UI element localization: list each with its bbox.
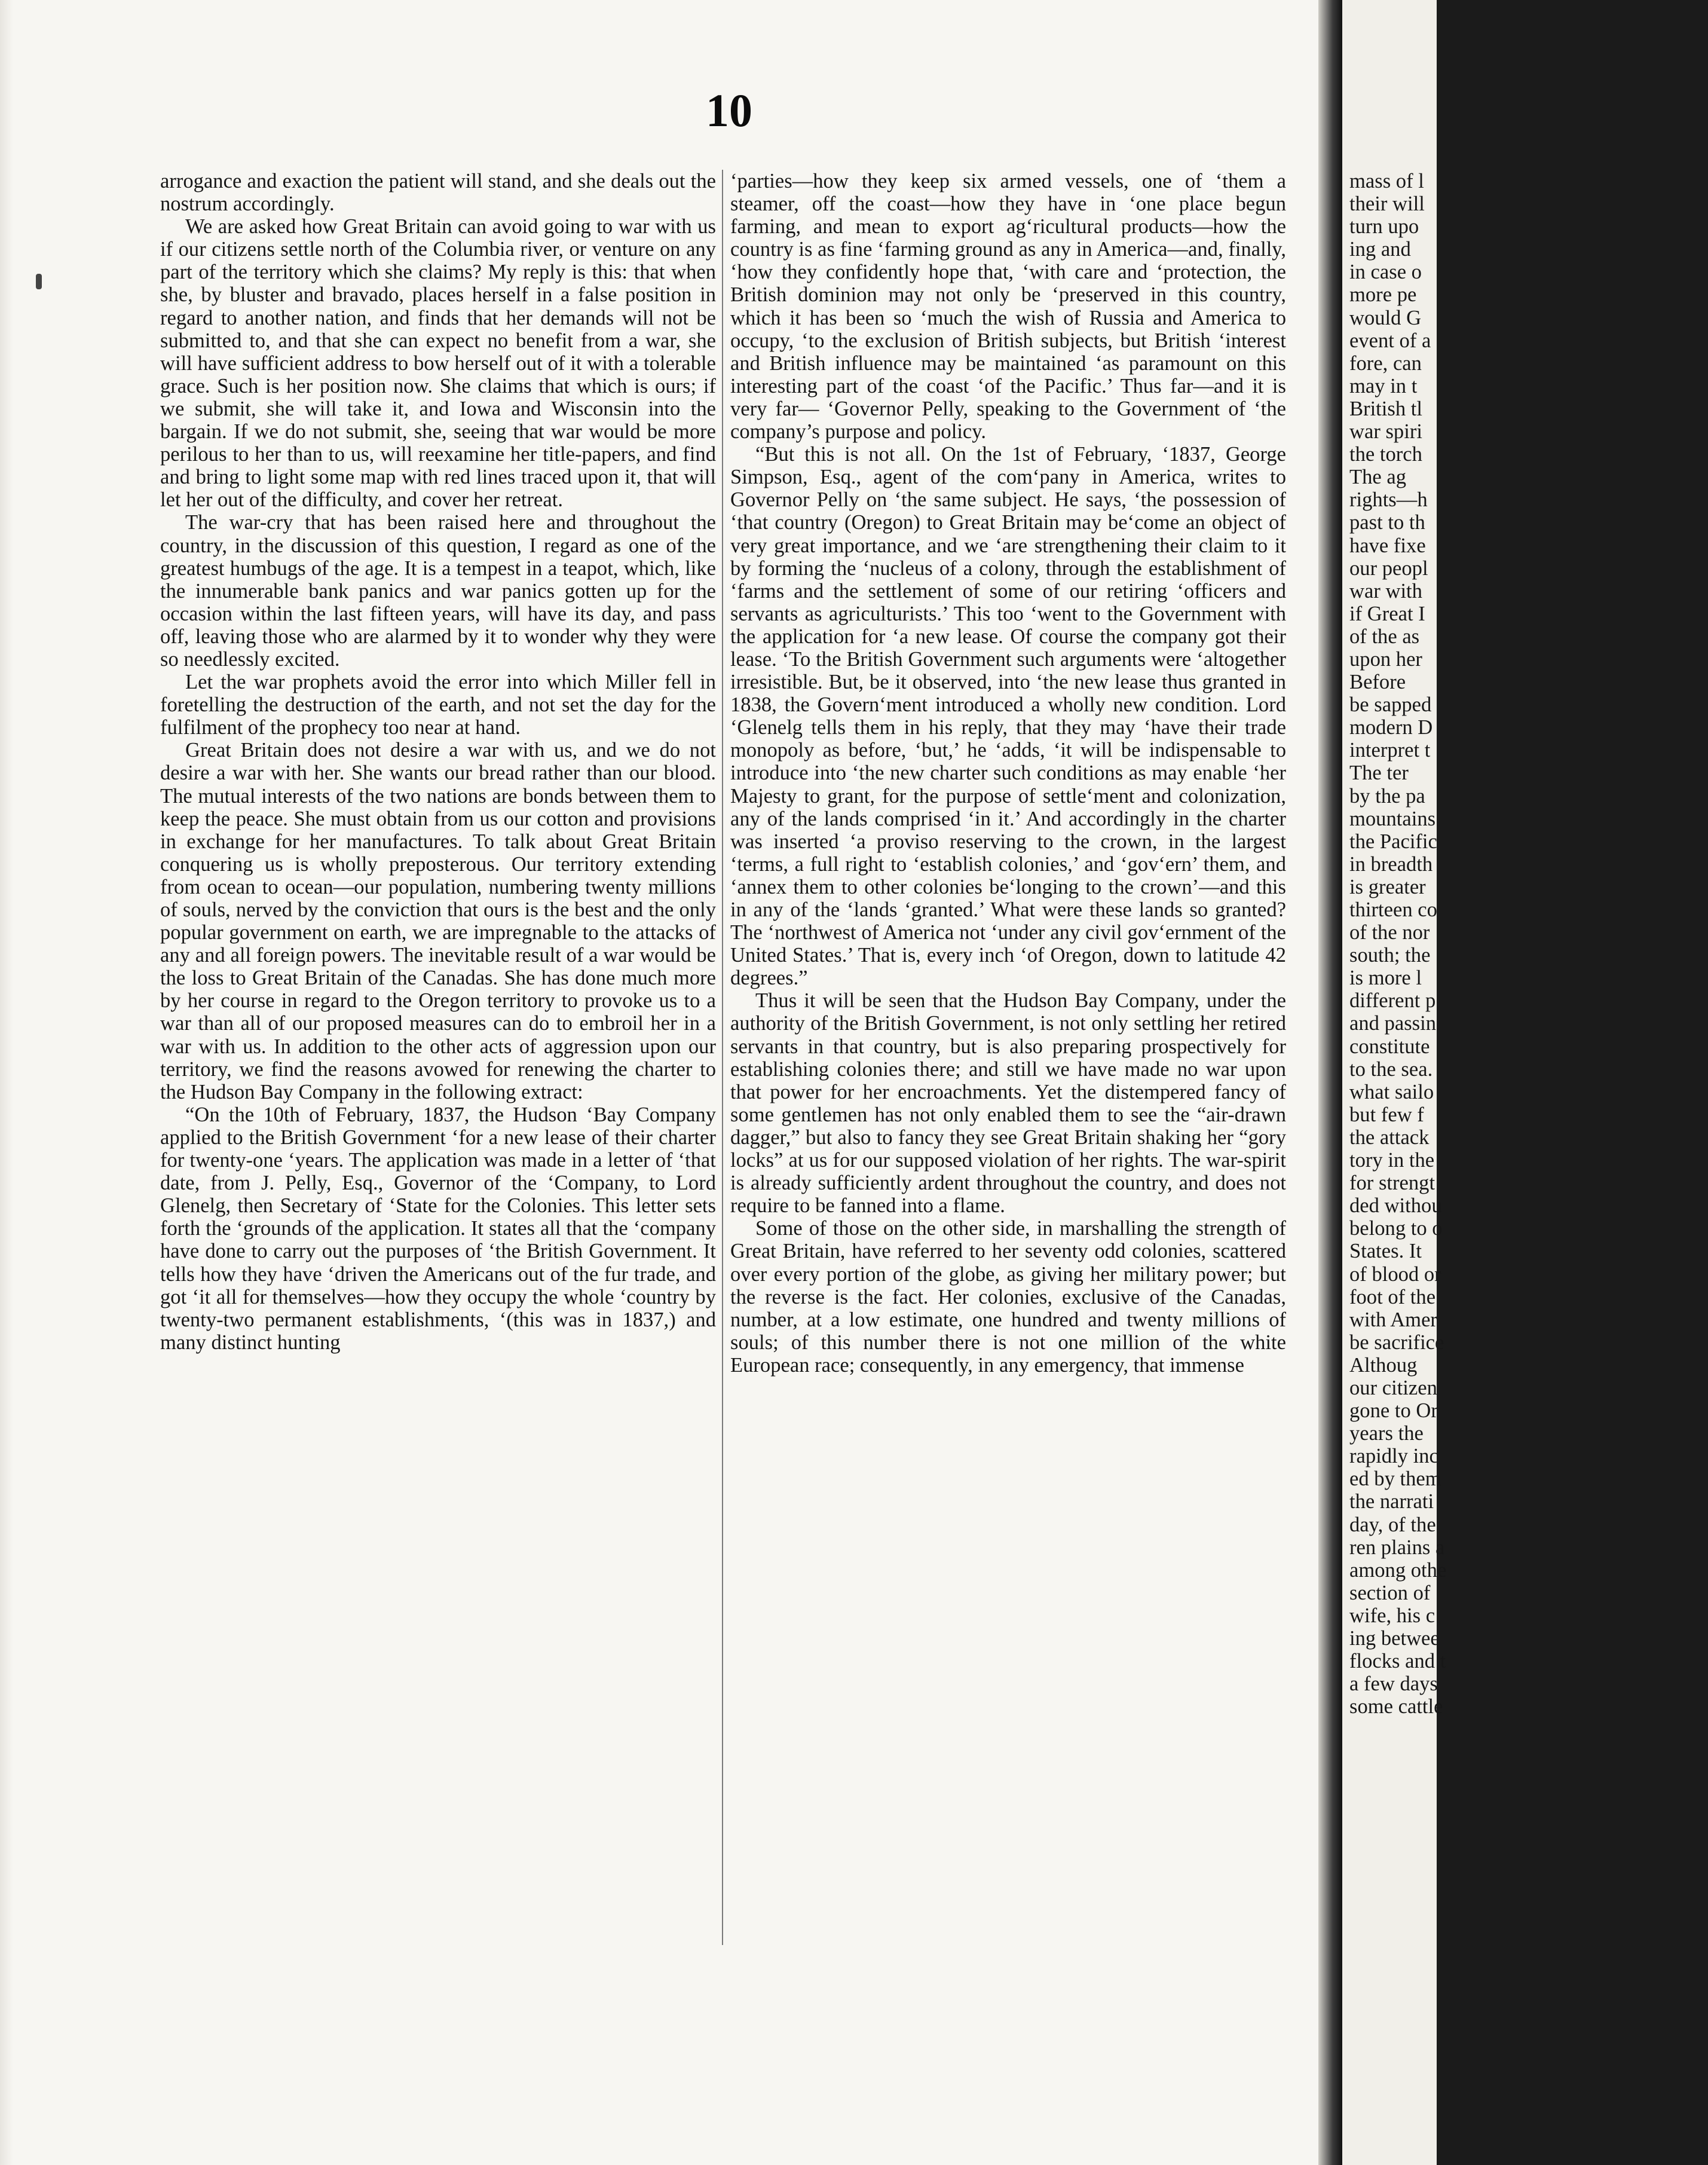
adjacent-page-line: our peopl [1349, 556, 1428, 580]
adjacent-page-line: thirteen co [1349, 898, 1437, 921]
adjacent-page-line: event of a [1349, 329, 1431, 352]
adjacent-page-line: be sapped [1349, 693, 1432, 717]
adjacent-page-line: the Pacific [1349, 830, 1437, 853]
adjacent-page-line: turn upo [1349, 215, 1419, 238]
adjacent-page-line: past to th [1349, 511, 1425, 534]
adjacent-page-line: would G [1349, 306, 1422, 329]
adjacent-page-line: tory in the [1349, 1149, 1435, 1172]
adjacent-page-line: war spiri [1349, 420, 1422, 444]
adjacent-page-line: our citizen [1349, 1376, 1437, 1399]
adjacent-page-line: of the nor [1349, 921, 1430, 944]
adjacent-page-line: British tl [1349, 397, 1423, 420]
adjacent-page-line: have fixe [1349, 534, 1426, 557]
adjacent-page-line: The ag [1349, 466, 1407, 489]
adjacent-page-line: the narrati [1349, 1490, 1434, 1513]
adjacent-page-line: ed by them [1349, 1467, 1441, 1491]
adjacent-page-line: south; the [1349, 944, 1431, 967]
adjacent-page-line: if Great I [1349, 602, 1425, 625]
adjacent-page-line: fore, can [1349, 351, 1422, 375]
right-text-column [730, 170, 1286, 2136]
adjacent-page-line: flocks and t [1349, 1650, 1446, 1673]
paragraph: Some of those on the other side, in marshalling the strength of Great Britain, have referred to her seventy odd colonies, scattered over every portion of the globe, as giving her military power; but the reverse is the fact. Her colonies, exclusive of the Canadas, number, at a low estimate, one hundred and twenty millions of souls; of this number there is not one million of the white European race; consequently, in any emergency, that immense [730, 1217, 1286, 1377]
adjacent-page-line: States. It [1349, 1240, 1422, 1263]
adjacent-page-line: more pe [1349, 283, 1417, 307]
adjacent-page-line: some cattle [1349, 1695, 1443, 1718]
adjacent-page-line: Before [1349, 671, 1406, 694]
column-rule [722, 170, 723, 1945]
adjacent-page-line: in breadth [1349, 852, 1433, 876]
adjacent-page-line: upon her [1349, 647, 1422, 671]
adjacent-page-edge [1342, 0, 1447, 2165]
adjacent-page-line: by the pa [1349, 784, 1425, 808]
page-number: 10 [706, 84, 752, 136]
adjacent-page-line: gone to Or [1349, 1399, 1438, 1423]
adjacent-page-line: Althoug [1349, 1353, 1418, 1377]
adjacent-page-line: ing betwee [1349, 1627, 1440, 1650]
adjacent-page-line: among othe [1349, 1558, 1447, 1582]
adjacent-page-line: ing and [1349, 238, 1411, 261]
ink-speck [36, 274, 42, 289]
adjacent-page-line: rapidly inc [1349, 1445, 1438, 1468]
adjacent-page-line: in case o [1349, 261, 1422, 284]
adjacent-page-text [1349, 170, 1708, 1718]
adjacent-page-line: section of [1349, 1581, 1431, 1604]
adjacent-page-line: mass of l [1349, 170, 1424, 192]
page-edge-shadow [0, 0, 13, 2165]
left-text-column [160, 170, 716, 2136]
adjacent-page-line: what sailo [1349, 1080, 1434, 1103]
adjacent-page-line: of the as [1349, 625, 1420, 648]
adjacent-page-line: interpret t [1349, 739, 1431, 762]
adjacent-page-line: ren plains a [1349, 1536, 1445, 1559]
paragraph: The war-cry that has been raised here and throughout the country, in the discussion of this question, I regard as one of the greatest humbugs of the age. It is a tempest in a teapot, which, like the innumerable bank panics and war panics gotten up for the occasion within the last fifteen years, will have its day, and pass off, leaving those who are alarmed by it to wonder why they were so needlessly excited. [160, 511, 716, 671]
paragraph: arrogance and exaction the patient will stand, and she deals out the nostrum accordingly. [160, 170, 716, 216]
adjacent-page-line: day, of the [1349, 1513, 1436, 1536]
adjacent-page-line: constitute [1349, 1035, 1430, 1058]
paragraph: Let the war prophets avoid the error into which Miller fell in foretelling the destruction of the earth, and not set the day for the fulfilment of the prophecy too near at hand. [160, 671, 716, 739]
adjacent-page-line: but few f [1349, 1103, 1424, 1126]
paragraph: Great Britain does not desire a war with us, and we do not desire a war with her. She wants our bread rather than our blood. The mutual interests of the two nations are bonds between them to keep the peace. She must obtain from us our cotton and provisions in exchange for her manufactures. To talk about Great Britain conquering us is wholly preposterous. Our territory extending from ocean to ocean—our population, numbering twenty millions of souls, nerved by the conviction that ours is the best and the only popular government on earth, we are impregnable to the attacks of any and all foreign powers. The inevitable result of a war would be the loss to Great Britain of the Canadas. She has done much more by her course in regard to the Oregon territory to provoke us to a war than all of our proposed measures can do to embroil her in a war with us. In addition to the other acts of aggression upon our territory, we find the reasons avowed for renewing the charter to the Hudson Bay Company in the following extract: [160, 739, 716, 1103]
paragraph: Thus it will be seen that the Hudson Bay Company, under the authority of the British Government, is not only settling her retired servants in that country, but is also preparing prospectively for establishing colonies there; and still we have made no war upon that power for her encroachments. Yet the distempered fancy of some gentlemen has not only enabled them to see the “air-drawn dagger,” but also to fancy they see Great Britain shaking her “gory locks” at us for our supposed violation of her rights. The war-spirit is already sufficiently ardent throughout the country, and does not require to be fanned into a flame. [730, 989, 1286, 1218]
adjacent-page-line: of blood or [1349, 1262, 1441, 1286]
quoted-paragraph: “On the 10th of February, 1837, the Hudson ‘Bay Company applied to the British Government ‘for a new lease of their charter for twenty-one ‘years. The application was made in a letter of ‘that date, from J. Pelly, Esq., Governor of the ‘Company, to Lord Glenelg, then Secretary of ‘State for the Colonies. This letter sets forth the ‘grounds of the application. It states all that the ‘company have done to carry out the purposes of ‘the British Government. It tells how they have ‘driven the Americans out of the fur trade, and got ‘it all for themselves—how they occupy the whole ‘country by twenty-two permanent establishments, ‘(this was in 1837,) and many distinct hunting [160, 1103, 716, 1354]
quoted-paragraph: “But this is not all. On the 1st of February, ‘1837, George Simpson, Esq., agent of the com‘pany in America, writes to Governor Pelly on ‘the same subject. He says, ‘the possession of ‘that country (Oregon) to Great Britain may be‘come an object of very great importance, and we ‘are strengthening their claim to it by forming the ‘nucleus of a colony, through the establishment of ‘farms and the settlement of some of our retiring ‘officers and servants as agriculturists.’ This too ‘went to the Government with the application for ‘a new lease. Of course the company got their lease. ‘To the British Government such arguments were ‘altogether irresistible. But, be it observed, into ‘the new lease thus granted in 1838, the Govern‘ment introduced a wholly new condition. Lord ‘Glenelg tells them in his reply, that they may ‘have their trade monopoly as before, ‘but,’ he ‘adds, ‘it will be indispensable to introduce into ‘the new charter such conditions as may enable ‘her Majesty to grant, for the purpose of settle‘ment and colonization, any of the lands comprised ‘in it.’ And accordingly in the charter was inserted ‘a proviso reserving to the crown, in the largest ‘terms, a full right to ‘establish colonies,’ and ‘gov‘ern’ them, and ‘annex them to other colonies be‘longing to the crown’—and this in any of the ‘lands ‘granted.’ What were these lands so granted? The ‘northwest of America not ‘under any civil gov‘ernment of the United States.’ That is, every inch ‘of Oregon, down to latitude 42 degrees.” [730, 443, 1286, 990]
paragraph: We are asked how Great Britain can avoid going to war with us if our citizens settle north of the Columbia river, or venture on any part of the territory which she claims? My reply is this: that when she, by bluster and bravado, places herself in a false position in regard to another nation, and finds that her demands will not be submitted to, and that she can expect no benefit from a war, she will have sufficient address to bow herself out of it with a tolerable grace. Such is her position now. She claims that which is ours; if we submit, she will take it, and Iowa and Wisconsin into the bargain. If we do not submit, she, seeing that war would be more perilous to her than to us, will reexamine her title-papers, and find and bring to light some map with red lines traced upon it, that will let her out of the difficulty, and cover her retreat. [160, 215, 716, 512]
adjacent-page-line: the torch [1349, 443, 1422, 466]
adjacent-page-line: and passin [1349, 1012, 1437, 1035]
adjacent-page-line: war with [1349, 579, 1422, 603]
adjacent-page-line: modern D [1349, 716, 1433, 739]
quoted-paragraph: ‘parties—how they keep six armed vessels, one of ‘them a steamer, off the coast—how they have in ‘one place begun farming, and mean to export ag‘ricultural products—how the country is as fine ‘farming ground as any in America—and, finally, ‘how they confidently hope that, ‘with care and ‘protection, the British dominion may not only be ‘preserved in this country, which it has been so ‘much the wish of Russia and America to occupy, ‘to the exclusion of British subjects, but British ‘interest and British influence may be maintained ‘as paramount on this interesting part of the coast ‘of the Pacific.’ Thus far—and it is very far— ‘Governor Pelly, speaking to the Government of ‘the company’s purpose and policy. [730, 170, 1286, 444]
adjacent-page-line: years the [1349, 1422, 1424, 1445]
adjacent-page-line: ded withou [1349, 1194, 1442, 1218]
adjacent-page-line: The ter [1349, 762, 1409, 785]
adjacent-page-line: their will [1349, 192, 1425, 216]
adjacent-page-line: to the sea. [1349, 1057, 1433, 1081]
adjacent-page-line: rights—h [1349, 488, 1428, 512]
adjacent-page-line: may in t [1349, 374, 1418, 397]
adjacent-page-line: is more l [1349, 967, 1422, 990]
adjacent-page-line: is greater [1349, 875, 1426, 898]
adjacent-page-line: mountains [1349, 807, 1436, 830]
adjacent-page-line: be sacrifice [1349, 1331, 1444, 1354]
adjacent-page-line: a few days [1349, 1672, 1438, 1696]
adjacent-page-line: with Amer [1349, 1308, 1437, 1331]
adjacent-page-line: for strengt [1349, 1172, 1435, 1195]
adjacent-page-line: the attack [1349, 1126, 1430, 1149]
adjacent-page-line: different p [1349, 989, 1436, 1013]
adjacent-page-line: belong to o [1349, 1217, 1443, 1240]
adjacent-page-line: wife, his c [1349, 1604, 1435, 1627]
book-gutter [1318, 0, 1342, 2165]
adjacent-page-line: foot of the [1349, 1285, 1436, 1308]
